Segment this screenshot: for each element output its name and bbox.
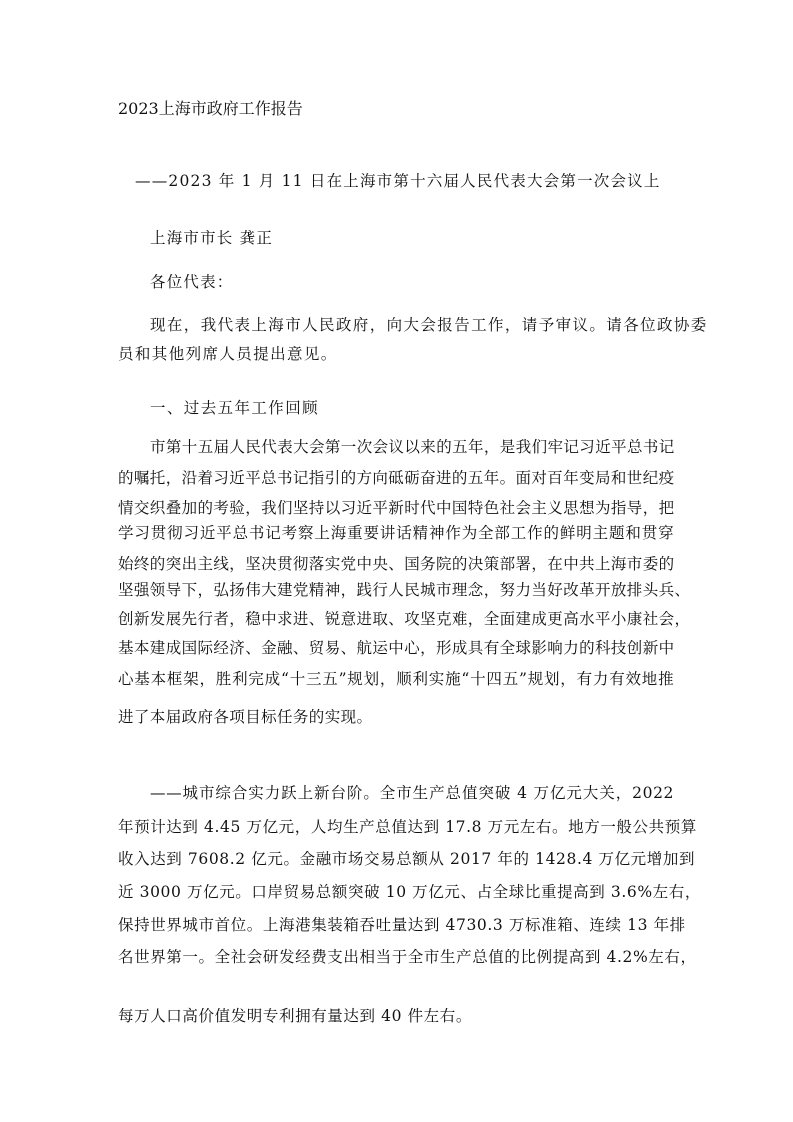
paragraph-line: 基本建成国际经济、金融、贸易、航运中心，形成具有全球影响力的科技创新中 bbox=[118, 639, 675, 657]
paragraph-line: 学习贯彻习近平总书记考察上海重要讲话精神作为全部工作的鲜明主题和贯穿 bbox=[118, 524, 674, 542]
document-title: 2023上海市政府工作报告 bbox=[118, 99, 303, 118]
paragraph-line: 近 3000 万亿元。口岸贸易总额突破 10 万亿元、占全球比重提高到 3.6%左右， bbox=[118, 883, 701, 901]
document-subtitle: ——2023 年 1 月 11 日在上海市第十六届人民代表大会第一次会议上 bbox=[135, 172, 661, 190]
paragraph-line: 年预计达到 4.45 万亿元，人均生产总值达到 17.8 万元左右。地方一般公共预算 bbox=[118, 818, 697, 836]
paragraph-line: 的嘱托，沿着习近平总书记指引的方向砥砺奋进的五年。面对百年变局和世纪疫 bbox=[118, 469, 675, 487]
section-heading: 一、过去五年工作回顾 bbox=[150, 399, 320, 417]
paragraph-line: 创新发展先行者，稳中求进、锐意进取、攻坚克难，全面建成更高水平小康社会， bbox=[118, 610, 691, 628]
paragraph-line: 始终的突出主线，坚决贯彻落实党中央、国务院的决策部署，在中共上海市委的 bbox=[118, 555, 675, 573]
greeting: 各位代表： bbox=[150, 273, 234, 291]
paragraph-line: 情交织叠加的考验，我们坚持以习近平新时代中国特色社会主义思想为指导，把 bbox=[118, 499, 675, 517]
paragraph-line: 保持世界城市首位。上海港集装箱吞吐量达到 4730.3 万标准箱、连续 13 年排 bbox=[118, 916, 686, 934]
paragraph-line: 名世界第一。全社会研发经费支出相当于全市生产总值的比例提高到 4.2%左右， bbox=[118, 948, 697, 966]
paragraph-line: 每万人口高价值发明专利拥有量达到 40 件左右。 bbox=[118, 1007, 472, 1025]
paragraph-line: 员和其他列席人员提出意见。 bbox=[118, 345, 338, 363]
paragraph-line: 市第十五届人民代表大会第一次会议以来的五年，是我们牢记习近平总书记 bbox=[150, 438, 675, 456]
author-line: 上海市市长 龚正 bbox=[150, 229, 274, 247]
paragraph-line: 心基本框架，胜利完成“十三五”规划，顺利实施“十四五”规划，有力有效地推 bbox=[118, 670, 674, 688]
paragraph-line: 进了本届政府各项目标任务的实现。 bbox=[118, 708, 373, 726]
paragraph-line: 坚强领导下，弘扬伟大建党精神，践行人民城市理念，努力当好改革开放排头兵、 bbox=[118, 581, 691, 599]
paragraph-line: ——城市综合实力跃上新台阶。全市生产总值突破 4 万亿元大关，2022 bbox=[150, 784, 674, 802]
paragraph-line: 收入达到 7608.2 亿元。金融市场交易总额从 2017 年的 1428.4 万亿元增加到 bbox=[118, 850, 696, 868]
paragraph-line: 现在，我代表上海市人民政府，向大会报告工作，请予审议。请各位政协委 bbox=[150, 316, 708, 334]
